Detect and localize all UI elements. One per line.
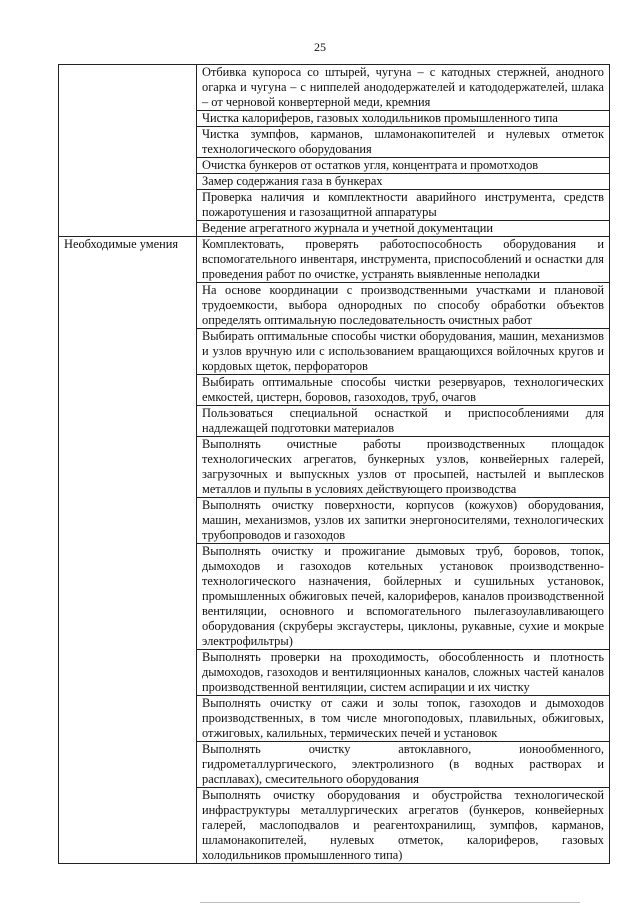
table-cell-item: Пользоваться специальной оснасткой и приспособлениями для надлежащей подготовки материалов: [197, 406, 610, 437]
table-cell-item: Проверка наличия и комплектности аварийного инструмента, средств пожаротушения и газозащитной аппаратуры: [197, 190, 610, 221]
table-cell-item: Чистка калориферов, газовых холодильников промышленного типа: [197, 111, 610, 127]
section-label-empty: [59, 65, 197, 237]
table-cell-item: Выполнять очистку автоклавного, ионообменного, гидрометаллургического, электролизного (в водных растворах и расплавах), смесительного оборудования: [197, 742, 610, 788]
table-cell-item: Выполнять очистку поверхности, корпусов (кожухов) оборудования, машин, механизмов, узлов их запитки энергоносителями, технологических трубопроводов и газоходов: [197, 498, 610, 544]
table-cell-item: Чистка зумпфов, карманов, шламонакопителей и нулевых отметок технологического оборудования: [197, 127, 610, 158]
table-cell-item: Ведение агрегатного журнала и учетной документации: [197, 221, 610, 237]
table-cell-item: На основе координации с производственными участками и плановой трудоемкости, выбора однородных по способу обработки объектов определять оптимальную последовательность очистных работ: [197, 283, 610, 329]
table-cell-item: Выполнять очистные работы производственных площадок технологических агрегатов, бункерных узлов, конвейерных галерей, загрузочных и выпускных узлов от просыпей, настылей и выплесков металлов и пульпы в условиях действующего производства: [197, 437, 610, 498]
table-cell-item: Выполнять проверки на проходимость, обособленность и плотность дымоходов, газоходов и вентиляционных каналов, сложных частей каналов производственной вентиляции, систем аспирации и их чистку: [197, 650, 610, 696]
scan-edge-line: [200, 902, 580, 903]
table-cell-item: Выбирать оптимальные способы чистки оборудования, машин, механизмов и узлов вручную или с использованием вращающихся войлочных кругов и кордовых щеток, перфораторов: [197, 329, 610, 375]
table-cell-item: Выполнять очистку от сажи и золы топок, газоходов и дымоходов производственных, в том числе многоподовых, плавильных, обжиговых, отжиговых, калильных, термических печей и установок: [197, 696, 610, 742]
page-number: 25: [314, 40, 326, 54]
table-cell-item: Очистка бункеров от остатков угля, концентрата и промотходов: [197, 158, 610, 174]
competency-table: [58, 64, 610, 864]
table-cell-item: Комплектовать, проверять работоспособность оборудования и вспомогательного инвентаря, инструмента, приспособлений и оснастки для проведения работ по очистке, устранять выявленные неполадки: [197, 237, 610, 283]
table-cell-item: Замер содержания газа в бункерах: [197, 174, 610, 190]
table-cell-item: Отбивка купороса со штырей, чугуна – с катодных стержней, анодного огарка и чугуна – с ниппелей анододержателей и катододержателей, шлака – от черновой конвертерной меди, кремния: [197, 65, 610, 111]
section-label-skills: Необходимые умения: [59, 237, 197, 864]
table-cell-item: Выполнять очистку и прожигание дымовых труб, боровов, топок, дымоходов и газоходов котельных установок производственно-технологического назначения, бойлерных и сушильных установок, промышленных обжиговых печей, калориферов, каналов производственной вентиляции, основного и вспомогательного пылегазоулавливающего оборудования (скруберы эксгаустеры, циклоны, рукавные, сухие и мокрые электрофильтры): [197, 544, 610, 650]
table-row: [59, 237, 610, 283]
table-row: [59, 65, 610, 111]
table-cell-item: Выполнять очистку оборудования и обустройства технологической инфраструктуры металлургических агрегатов (бункеров, конвейерных галерей, маслоподвалов и реагентохранилищ, зумпфов, карманов, шламонакопителей, нулевых отметок, калориферов, газовых холодильников промышленного типа): [197, 788, 610, 864]
table-cell-item: Выбирать оптимальные способы чистки резервуаров, технологических емкостей, цистерн, боровов, газоходов, труб, очагов: [197, 375, 610, 406]
